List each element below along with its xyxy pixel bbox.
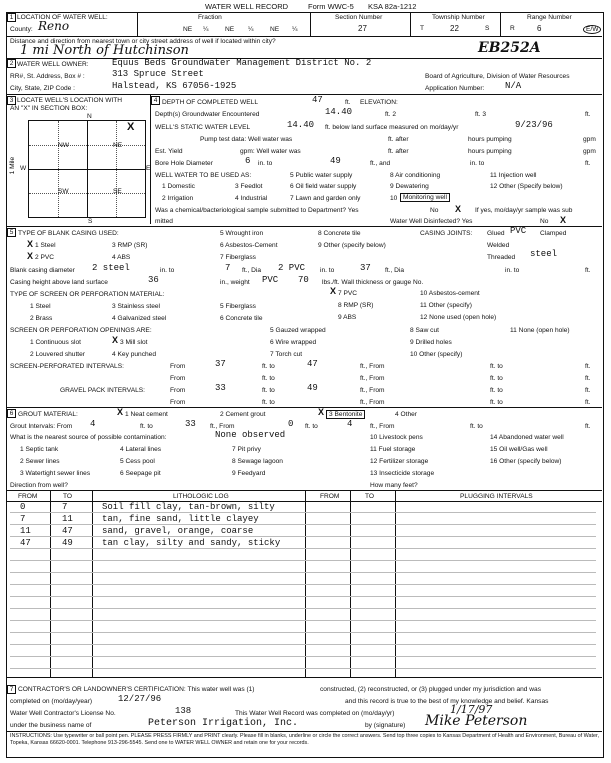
log-rule (10, 584, 596, 585)
opening-other[interactable]: 10 Other (specify) (410, 351, 463, 358)
opening-continuous[interactable]: 1 Continuous slot (30, 339, 81, 346)
yield-label: Est. Yield (155, 148, 183, 155)
compass-s: S (88, 218, 93, 225)
log-rule (10, 668, 596, 669)
township-prefix: T (420, 25, 425, 32)
log-rule (10, 656, 596, 657)
screen-brass[interactable]: 2 Brass (30, 315, 53, 322)
screen-pvc-mark: X (330, 286, 337, 296)
grout-ft-from-2: ft., From (370, 423, 395, 430)
pump-test-label: Pump test data: Well water was (200, 136, 293, 143)
screen-asbestos[interactable]: 10 Asbestos-cement (420, 290, 480, 297)
screen-intervals-label: SCREEN-PERFORATED INTERVALS: (10, 363, 124, 370)
joints-glued-value[interactable]: PVC (510, 226, 527, 236)
address-value[interactable]: 313 Spruce Street (112, 69, 204, 79)
opening-key[interactable]: 4 Key punched (112, 351, 156, 358)
location-label: LOCATION OF WATER WELL: (17, 14, 108, 21)
casing-steel[interactable]: 1 Steel (35, 242, 56, 249)
quarter-3: ¼ (292, 26, 298, 33)
log-rule (10, 512, 596, 513)
log-rule (10, 524, 596, 525)
use-irrigation[interactable]: 2 Irrigation (162, 195, 194, 202)
mitted-label: mitted (155, 218, 173, 225)
screen-pvc[interactable]: 7 PVC (338, 290, 358, 297)
log-litho-header: LITHOLOGIC LOG (173, 493, 229, 500)
spi-to-label-2: ft. to (490, 363, 503, 370)
signature[interactable]: Mike Peterson (425, 713, 528, 729)
casing-diameter-1[interactable]: 2 steel (92, 263, 130, 273)
spi-from-label: From (170, 363, 186, 370)
gp2-to-label-2: ft. to (490, 399, 503, 406)
use-lawn[interactable]: 7 Lawn and garden only (290, 195, 361, 202)
record-completed-date[interactable]: 1/17/97 (450, 703, 493, 716)
spi-to[interactable]: 47 (307, 359, 318, 369)
pump-hours: hours pumping (468, 136, 512, 143)
use-industrial[interactable]: 4 Industrial (235, 195, 268, 202)
section-box[interactable] (28, 120, 146, 218)
log-to-header: TO (63, 493, 73, 500)
joints-welded: Welded (487, 242, 510, 249)
use-domestic[interactable]: 1 Domestic (162, 183, 195, 190)
use-public[interactable]: 5 Public water supply (290, 172, 353, 179)
joints-glued: Glued (487, 230, 505, 237)
grout-to[interactable]: 33 (185, 419, 196, 429)
contam-lateral[interactable]: 4 Lateral lines (120, 446, 162, 453)
yield-gpm: gpm (583, 148, 596, 155)
use-air[interactable]: 8 Air conditioning (390, 172, 441, 179)
city-value[interactable]: Halstead, KS 67056-1925 (112, 81, 237, 91)
license-number[interactable]: 138 (175, 706, 192, 716)
signature-label: by (signature) (365, 722, 406, 729)
log-row-desc: sand, gravel, orange, coarse (102, 526, 254, 536)
quad-ne: NE (113, 142, 123, 149)
gravel-label: GRAVEL PACK INTERVALS: (60, 387, 146, 394)
section-4-number: 4 (151, 96, 160, 105)
screen-other[interactable]: 11 Other (specify) (420, 302, 472, 309)
joints-label: CASING JOINTS: (420, 230, 473, 237)
gp-to-label: ft. to (262, 387, 275, 394)
opening-louvered[interactable]: 2 Louvered shutter (30, 351, 85, 358)
contam-insecticide[interactable]: 13 Insecticide storage (370, 470, 435, 477)
grout-to-label-3: ft. to (470, 423, 483, 430)
screen-label: TYPE OF SCREEN OR PERFORATION MATERIAL: (10, 291, 165, 298)
opening-none[interactable]: 11 None (open hole) (510, 327, 570, 334)
casing-steel-mark: X (27, 239, 34, 249)
spi-to-label: ft. to (262, 363, 275, 370)
screen-fiberglass[interactable]: 5 Fiberglass (220, 303, 256, 310)
grout-label: GROUT MATERIAL: (18, 411, 78, 418)
plug-from-header: FROM (320, 493, 340, 500)
spi2-ft-end: ft. (585, 375, 591, 382)
casing-ft-dia-2: ft., Dia (385, 267, 405, 274)
opening-mill-slot[interactable]: 3 Mill slot (120, 339, 148, 346)
chem-mark[interactable]: X (455, 204, 462, 214)
screen-stainless[interactable]: 3 Stainless steel (112, 303, 161, 310)
form-number: Form WWC-5 (308, 2, 354, 11)
contam-sewer[interactable]: 2 Sewer lines (20, 458, 60, 465)
grout-neat[interactable]: 1 Neat cement (125, 411, 168, 418)
log-rule (10, 596, 596, 597)
elevation-label: ELEVATION: (360, 99, 398, 106)
record-completed-label: This Water Well Record was completed on (mo/day/yr) (235, 710, 395, 717)
location-mark: X (127, 121, 135, 133)
range-value[interactable]: 6 (537, 24, 542, 33)
gp-to[interactable]: 49 (307, 383, 318, 393)
use-injection[interactable]: 11 Injection well (490, 172, 537, 179)
joints-threaded: Threaded (487, 254, 516, 261)
use-feedlot[interactable]: 3 Feedlot (235, 183, 263, 190)
use-10-number: 10 (390, 195, 398, 202)
log-row-to: 11 (62, 514, 73, 524)
township-dir: S (485, 25, 490, 32)
static-label: WELL'S STATIC WATER LEVEL (155, 124, 251, 131)
bore-ft-and: ft., and (370, 160, 391, 167)
fraction-3[interactable]: NE (270, 26, 280, 33)
screen-rmp[interactable]: 8 RMP (SR) (338, 302, 374, 309)
grout-to-2[interactable]: 4 (347, 419, 353, 429)
spi2-to-label-2: ft. to (490, 375, 503, 382)
section-5-number: 5 (7, 228, 16, 237)
grout-bentonite-mark: X (318, 407, 325, 417)
grout-bentonite[interactable]: 3 Bentonite (326, 410, 365, 419)
contamination-value[interactable]: None observed (215, 430, 286, 440)
gp2-to-label: ft. to (262, 399, 275, 406)
log-row-desc: tan clay, silty and sandy, sticky (102, 538, 281, 548)
section-2-number: 2 (7, 59, 16, 68)
log-rule (10, 536, 596, 537)
log-row-from: 7 (20, 514, 26, 524)
township-value[interactable]: 22 (450, 24, 459, 33)
opening-drilled[interactable]: 9 Drilled holes (410, 339, 452, 346)
plug-header: PLUGGING INTERVALS (460, 493, 533, 500)
depth-ft: ft. (345, 99, 351, 106)
log-rule (10, 620, 596, 621)
casing-label: TYPE OF BLANK CASING USED: (18, 230, 119, 237)
casing-concrete[interactable]: 8 Concrete tile (318, 230, 361, 237)
locate-label-2: AN "X" IN SECTION BOX: (10, 105, 88, 112)
range-label: Range Number (527, 14, 572, 21)
compass-e: E (146, 165, 151, 172)
quad-nw: NW (58, 142, 69, 149)
static-value[interactable]: 14.40 (287, 120, 315, 130)
openings-label: SCREEN OR PERFORATION OPENINGS ARE: (10, 327, 152, 334)
contam-fuel[interactable]: 11 Fuel storage (370, 446, 416, 453)
screen-concrete[interactable]: 6 Concrete tile (220, 315, 263, 322)
contam-septic[interactable]: 1 Septic tank (20, 446, 59, 453)
screen-abs[interactable]: 9 ABS (338, 314, 357, 321)
completed-end: and this record is true to the best of my knowledge and belief. Kansas (345, 698, 549, 705)
section-7-number: 7 (7, 685, 16, 694)
opening-saw[interactable]: 8 Saw cut (410, 327, 439, 334)
contam-watertight[interactable]: 3 Watertight sewer lines (20, 470, 91, 477)
fraction-label: Fraction (198, 14, 222, 21)
use-other[interactable]: 12 Other (Specify below) (490, 183, 563, 190)
contam-livestock[interactable]: 10 Livestock pens (370, 434, 423, 441)
locate-label-1: LOCATE WELL'S LOCATION WITH (17, 97, 123, 104)
casing-in-to-1: in. to (160, 267, 175, 274)
compass-n: N (87, 113, 92, 120)
casing-diameter-2[interactable]: 2 PVC (278, 263, 306, 273)
casing-pvc-mark: X (27, 251, 34, 261)
plug-to-header: TO (365, 493, 375, 500)
screen-steel[interactable]: 1 Steel (30, 303, 51, 310)
bore-diameter[interactable]: 6 (245, 156, 251, 166)
disinfect-label: Water Well Disinfected? Yes (390, 218, 473, 225)
spi2-ft-from: ft., From (360, 375, 385, 382)
well-id: EB252A (478, 40, 541, 56)
spi2-from-label: From (170, 375, 186, 382)
section-3-number: 3 (7, 96, 16, 105)
gp2-ft-from: ft., From (360, 399, 385, 406)
grout-to-label: ft. to (140, 423, 153, 430)
fraction-1[interactable]: NE (183, 26, 193, 33)
completed-date[interactable]: 12/27/96 (118, 694, 162, 704)
disinfect-mark[interactable]: X (560, 215, 567, 225)
casing-in-to-3: in. to (505, 267, 520, 274)
log-row-from: 47 (20, 538, 31, 548)
chem-label: Was a chemical/bacteriological sample submitted to Department? Yes (155, 207, 359, 214)
grout-ft-from: ft., From (210, 423, 235, 430)
pump-after: ft. after (388, 136, 409, 143)
contamination-label: What is the nearest source of possible contamination: (10, 434, 167, 441)
bore-in-to-2: in. to (470, 160, 485, 167)
log-rule (10, 560, 596, 561)
gp2-from-label: From (170, 399, 186, 406)
pump-gpm: gpm (583, 136, 596, 143)
city-label: City, State, ZIP Code : (10, 85, 75, 92)
groundwater-2-label: ft. 2 (385, 111, 396, 118)
log-rule (10, 608, 596, 609)
casing-ft-3: ft. (585, 267, 591, 274)
quad-se: SE (113, 188, 122, 195)
disinfect-no: No (540, 218, 549, 225)
gp-ft-from: ft., From (360, 387, 385, 394)
spi-from[interactable]: 37 (215, 359, 226, 369)
log-row-desc: tan, fine sand, little clayey (102, 514, 259, 524)
contam-other[interactable]: 16 Other (specify below) (490, 458, 562, 465)
casing-fiberglass[interactable]: 7 Fiberglass (220, 254, 256, 261)
casing-ft-dia-1: ft., Dia (242, 267, 262, 274)
casing-to-1[interactable]: 7 (225, 263, 231, 273)
section-6-number: 6 (7, 409, 16, 418)
bore-to[interactable]: 49 (330, 156, 341, 166)
business-label: under the business name of (10, 722, 92, 729)
contam-feedyard[interactable]: 9 Feedyard (232, 470, 266, 477)
quarter-1: ¼ (203, 26, 209, 33)
screen-galvanized[interactable]: 4 Galvanized steel (112, 315, 167, 322)
casing-pvc[interactable]: 2 PVC (35, 254, 55, 261)
casing-in-weight: in., weight (220, 279, 250, 286)
log-row-desc: Soil fill clay, tan-brown, silty (102, 502, 275, 512)
instructions: INSTRUCTIONS: Use typewriter or ball point pen. PLEASE PRESS FIRMLY and PRINT clearly. Please fill in blanks, underline or circle the correct answers. Send top three copies to Kansas Department of Health and Environment, Bureau of Water, Topeka, Kansas 66620-0001. Telephone 913-296-5545. Send one to WATER WELL OWNER and retain one for your records. (10, 733, 600, 747)
joints-threaded-value[interactable]: steel (530, 249, 558, 259)
spi-ft-from: ft., From (360, 363, 385, 370)
depth-value[interactable]: 47 (312, 95, 323, 105)
completed-label: completed on (mo/day/year) (10, 698, 93, 705)
quarter-2: ¼ (248, 26, 254, 33)
section-number-value[interactable]: 27 (358, 24, 367, 33)
log-row-from: 11 (20, 526, 31, 536)
gp-from-label: From (170, 387, 186, 394)
casing-weight-type[interactable]: PVC (262, 275, 279, 285)
fraction-2[interactable]: NE (225, 26, 235, 33)
chem-no: No (430, 207, 439, 214)
casing-weight[interactable]: 70 (298, 275, 309, 285)
log-from-header: FROM (18, 493, 38, 500)
casing-diameter-label: Blank casing diameter (10, 267, 75, 274)
static-date[interactable]: 9/23/96 (515, 120, 553, 130)
gp-to-label-2: ft. to (490, 387, 503, 394)
log-row-to: 47 (62, 526, 73, 536)
township-label: Township Number (432, 14, 485, 21)
section-number-label: Section Number (335, 14, 383, 21)
county-value[interactable]: Reno (38, 19, 70, 33)
opening-wire[interactable]: 6 Wire wrapped (270, 339, 317, 346)
groundwater-3-label: ft. 3 (475, 111, 486, 118)
range-dir-circled[interactable]: E/W (583, 25, 601, 34)
bore-label: Bore Hole Diameter (155, 160, 213, 167)
opening-gauzed[interactable]: 5 Gauzed wrapped (270, 327, 326, 334)
gp-ft-end: ft. (585, 387, 591, 394)
casing-height-label: Casing height above land surface (10, 279, 108, 286)
contam-pit[interactable]: 7 Pit privy (232, 446, 261, 453)
compass-w: W (20, 165, 27, 172)
casing-rmp[interactable]: 3 RMP (SR) (112, 242, 148, 249)
grout-from[interactable]: 4 (90, 419, 96, 429)
mile-label: 1 Mile (9, 156, 17, 175)
section-1-number: 1 (7, 13, 16, 22)
grout-cement[interactable]: 2 Cement grout (220, 411, 266, 418)
opening-mill-mark: X (112, 335, 119, 345)
yield-hours: hours pumping (468, 148, 512, 155)
grout-from-2[interactable]: 0 (288, 419, 294, 429)
log-row-from: 0 (20, 502, 26, 512)
log-row-to: 7 (62, 502, 68, 512)
distance-value[interactable]: 1 mi North of Hutchinson (20, 43, 189, 58)
casing-wall-label: lbs./ft. Wall thickness or gauge No. (322, 279, 424, 286)
grout-to-label-2: ft. to (305, 423, 318, 430)
opening-torch[interactable]: 7 Torch cut (270, 351, 303, 358)
ksa-ref: KSA 82a-1212 (368, 2, 417, 11)
bore-in-to: in. to (258, 160, 273, 167)
owner-value[interactable]: Equus Beds Groundwater Management District No. 2 (112, 58, 372, 68)
casing-wrought[interactable]: 5 Wrought iron (220, 230, 264, 237)
contam-fertilizer[interactable]: 12 Fertilizer storage (370, 458, 429, 465)
yield-desc: gpm: Well water was (240, 148, 301, 155)
cert-label: CONTRACTOR'S OR LANDOWNER'S CERTIFICATION: This water well was (1) (18, 686, 255, 693)
board-label: Board of Agriculture, Division of Water Resources (425, 73, 570, 80)
log-rule (10, 572, 596, 573)
county-label: County: (10, 26, 33, 33)
contam-seepage[interactable]: 6 Seepage pit (120, 470, 161, 477)
use-oilfield[interactable]: 6 Oil field water supply (290, 183, 357, 190)
range-prefix: R (510, 25, 515, 32)
contam-lagoon[interactable]: 8 Sewage lagoon (232, 458, 283, 465)
application-label: Application Number: (425, 85, 485, 92)
form-title: WATER WELL RECORD (205, 2, 289, 11)
address-label: RR#, St. Address, Box # : (10, 73, 85, 80)
license-label: Water Well Contractor's License No. (10, 710, 116, 717)
direction-label: Direction from well? (10, 482, 68, 489)
yield-after: ft. after (388, 148, 409, 155)
gp2-ft-end: ft. (585, 399, 591, 406)
gp-from[interactable]: 33 (215, 383, 226, 393)
casing-abs[interactable]: 4 ABS (112, 254, 131, 261)
casing-asbestos[interactable]: 6 Asbestos-Cement (220, 242, 278, 249)
groundwater-ft: ft. (585, 111, 591, 118)
log-rule (10, 632, 596, 633)
groundwater-label: Depth(s) Groundwater Encountered (155, 111, 260, 118)
distance-label: Distance and direction from nearest town or city street address of well if located within city? (10, 38, 276, 45)
depth-label: DEPTH OF COMPLETED WELL (162, 99, 258, 106)
bore-ft-2: ft. (585, 160, 591, 167)
contam-abandoned[interactable]: 14 Abandoned water well (490, 434, 564, 441)
use-dewatering[interactable]: 9 Dewatering (390, 183, 429, 190)
casing-height[interactable]: 36 (148, 275, 159, 285)
grout-other[interactable]: 4 Other (395, 411, 417, 418)
cert-constructed[interactable]: constructed, (2) reconstructed, or (3) plugged under my jurisdiction and was (320, 686, 541, 693)
chem-date-label: If yes, mo/day/yr sample was sub (475, 207, 573, 214)
casing-to-2[interactable]: 37 (360, 263, 371, 273)
casing-other[interactable]: 9 Other (specify below) (318, 242, 386, 249)
quad-sw: SW (58, 188, 69, 195)
business-name[interactable]: Peterson Irrigation, Inc. (148, 718, 299, 729)
spi-ft-end: ft. (585, 363, 591, 370)
grout-ft-end: ft. (585, 423, 591, 430)
contam-oil[interactable]: 15 Oil well/Gas well (490, 446, 548, 453)
casing-in-to-2: in. to (320, 267, 335, 274)
joints-clamped: Clamped (540, 230, 567, 237)
log-rule (10, 548, 596, 549)
log-rule (10, 644, 596, 645)
grout-intervals-label: Grout Intervals: From (10, 423, 73, 430)
application-value[interactable]: N/A (505, 81, 522, 91)
grout-neat-mark: X (117, 407, 124, 417)
spi2-to-label: ft. to (262, 375, 275, 382)
groundwater-1[interactable]: 14.40 (325, 107, 353, 117)
owner-label: WATER WELL OWNER: (17, 61, 89, 68)
use-label: WELL WATER TO BE USED AS: (155, 172, 252, 179)
how-many-feet-label: How many feet? (370, 482, 418, 489)
screen-none[interactable]: 12 None used (open hole) (420, 314, 497, 321)
contam-cess[interactable]: 5 Cess pool (120, 458, 155, 465)
log-row-to: 49 (62, 538, 73, 548)
static-desc: ft. below land surface measured on mo/day/yr (325, 124, 459, 131)
use-monitoring-selected[interactable]: Monitoring well (400, 193, 450, 202)
